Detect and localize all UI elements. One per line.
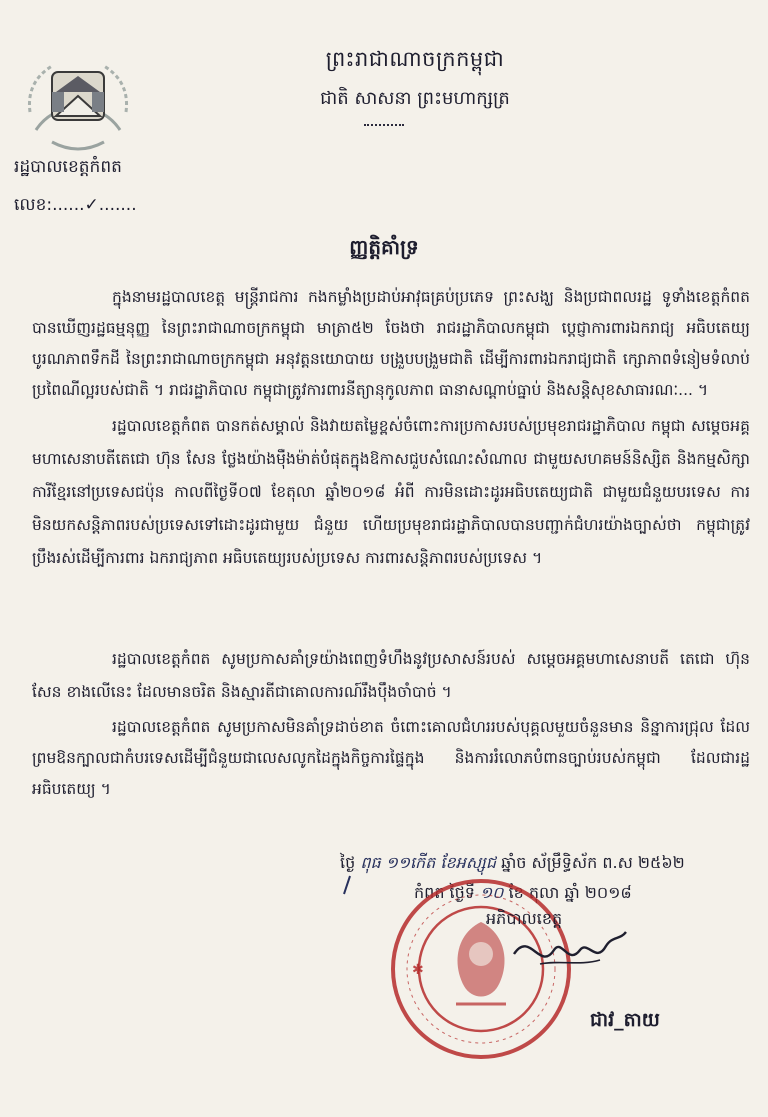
issuing-authority: រដ្ឋបាលខេត្តកំពត xyxy=(14,157,122,177)
solar-day-handwritten: ១០ xyxy=(480,883,504,902)
motto-divider xyxy=(364,124,404,126)
kingdom-header: ព្រះរាជាណាចក្រកម្ពុជា xyxy=(325,47,505,71)
document-title: ញ្ញត្តិគាំទ្រ xyxy=(349,235,419,259)
body-paragraph xyxy=(32,712,750,805)
paragraph-text: រដ្ឋបាលខេត្តកំពត បានកត់សម្គាល់ និងវាយតម្លៃខ្ពស់ចំពោះការប្រកាសរបស់ប្រមុខរាជរដ្ឋាភិបាល កម្ពុជា សម្តេចអគ្គមហាសេនាបតីតេជោ ហ៊ុន សែន ថ្លែងយ៉ាងម៉ឺងម៉ាត់បំផុតក្នុងឱកាសជួបសំណេះសំណាល ជាមួយសហគមន៍និស្សិត និងកម្មសិក្សាការីខ្មែរនៅប្រទេសជប៉ុន កាលពីថ្ងៃទី០៧ ខែតុលា ឆ្នាំ២០១៨ អំពី ការមិនដោះដូរអធិបតេយ្យជាតិ ជាមួយជំនួយបរទេស ការមិនយកសន្តិភាពរបស់ប្រទេសទៅដោះដូរជាមួយ ជំនួយ ហើយប្រមុខរាជរដ្ឋាភិបាលបានបញ្ជាក់ជំហរយ៉ាងច្បាស់ថា កម្ពុជាត្រូវប្រឹងរស់ដើម្បីការពារ ឯករាជ្យភាព អធិបតេយ្យរបស់ប្រទេស ការពារសន្តិភាពរបស់ប្រទេស ។ xyxy=(32,417,750,567)
paragraph-text: ក្នុងនាមរដ្ឋបាលខេត្ត មន្ត្រីរាជការ កងកម្លាំងប្រដាប់អាវុធគ្រប់ប្រភេទ ព្រះសង្ឃ និងប្រជាពលរដ្ឋ ទូទាំងខេត្តកំពត បានឃើញរដ្ឋធម្មនុញ្ញ នៃព្រះរាជាណាចក្រកម្ពុជា មាត្រា៥២ ចែងថា រាជរដ្ឋាភិបាលកម្ពុជា ប្តេជ្ញាការពារឯករាជ្យ អធិបតេយ្យ បូរណភាពទឹកដី នៃព្រះរាជាណាចក្រកម្ពុជា អនុវត្តនយោបាយ បង្រួបបង្រួមជាតិ ដើម្បីការពារឯករាជ្យជាតិ ក្សោភាពទំនៀមទំលាប់ប្រពៃណីល្អរបស់ជាតិ ។ រាជរដ្ឋាភិបាល កម្ពុជាត្រូវការពារនីត្យានុកូលភាព ធានាសណ្តាប់ធ្នាប់ និងសន្តិសុខសាធារណៈ... ។ xyxy=(32,288,750,399)
solar-date-prefix: កំពត ថ្ងៃទី xyxy=(414,883,475,902)
paragraph-text: រដ្ឋបាលខេត្តកំពត សូមប្រកាសមិនគាំទ្រដាច់ខាត ចំពោះគោលជំហររបស់បុគ្គលមួយចំនួនមាន និន្នាការជ្រុល ដែលព្រមឱនក្បាលជាកំបរទេសដើម្បីជំនួយជាលេសលូកដៃក្នុងកិច្ចការផ្ទៃក្នុង និងការរំលោភបំពានច្បាប់របស់កម្ពុជា ដែលជារដ្ឋអធិបតេយ្យ ។ xyxy=(32,718,750,798)
solar-date-suffix: ខែ តុលា ឆ្នាំ ២០១៨ xyxy=(508,883,632,902)
pen-tick-icon xyxy=(340,874,354,896)
ministry-emblem-icon xyxy=(22,52,134,156)
body-paragraph xyxy=(32,410,750,575)
lunar-date-suffix: ឆ្នាំច ស័ម្រឹទ្ធិស័ក ព.ស ២៥៦២ xyxy=(501,853,685,872)
signer-name: ជាវ_តាយ xyxy=(590,1009,660,1031)
body-paragraph xyxy=(32,282,750,406)
national-motto: ជាតិ សាសនា ព្រះមហាក្សត្រ xyxy=(320,88,510,109)
lunar-date-prefix: ថ្ងៃ xyxy=(340,853,356,872)
signer-title: អភិបាលខេត្ត xyxy=(486,909,563,928)
body-paragraph xyxy=(32,643,750,709)
reference-number: លេខ:......✓....... xyxy=(14,195,137,215)
lunar-date xyxy=(340,852,685,876)
lunar-date-handwritten: ពុធ ១១កើត ខែអស្សុជ xyxy=(360,853,496,872)
svg-text:✱: ✱ xyxy=(412,962,424,978)
handwritten-signature xyxy=(510,920,630,980)
paragraph-text: រដ្ឋបាលខេត្តកំពត សូមប្រកាសគាំទ្រយ៉ាងពេញទំហឹងនូវប្រសាសន៍របស់ សម្តេចអគ្គមហាសេនាបតី តេជោ ហ៊ុន សែន ខាងលើនេះ ដែលមានចរិត និងស្មារតីជាគោលការណ៍រឹងប៉ឹងចាំបាច់ ។ xyxy=(32,650,750,701)
